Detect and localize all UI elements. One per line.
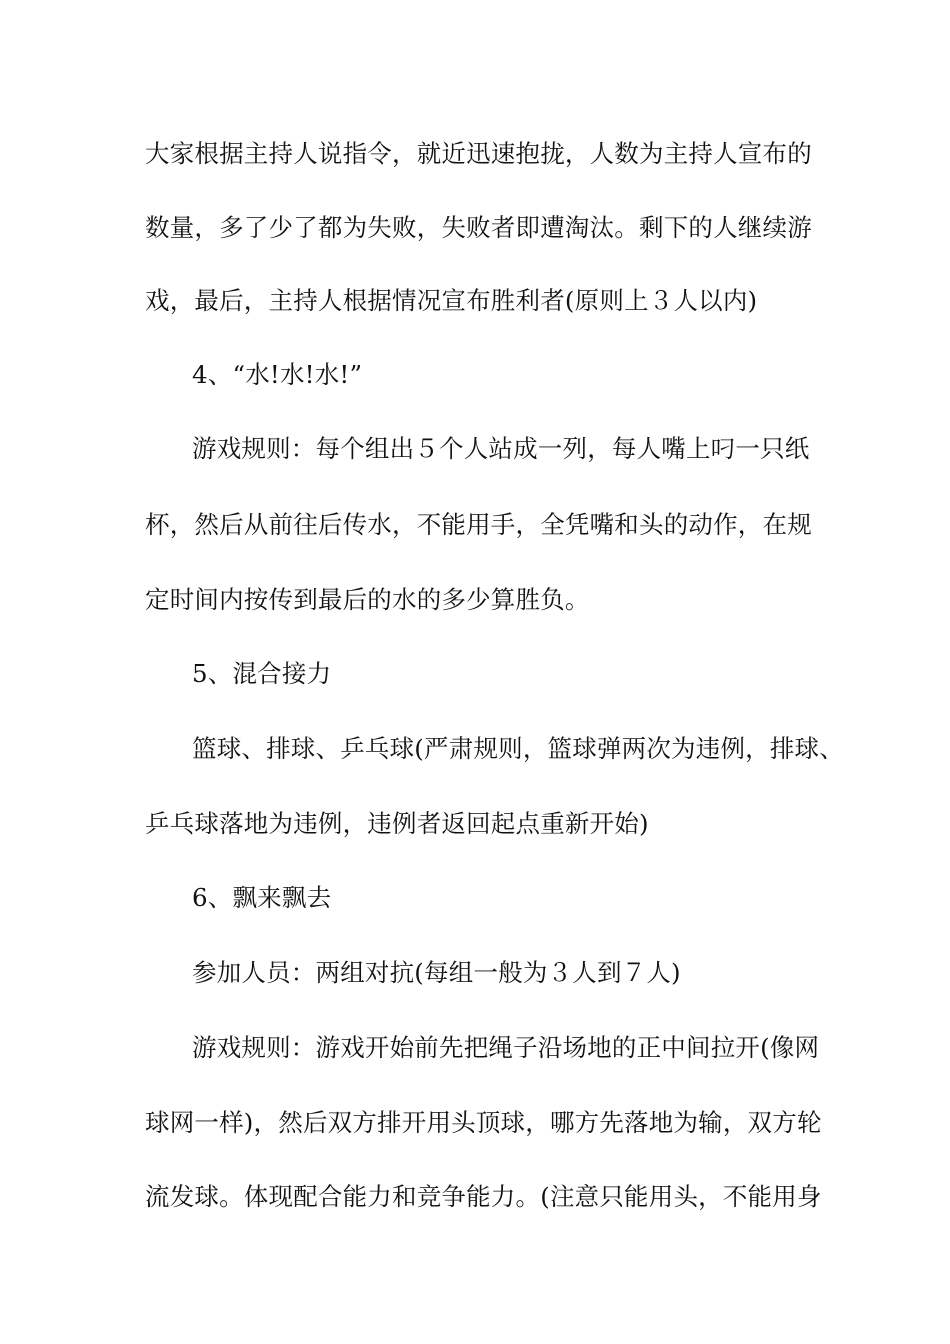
paragraph-line: 杯，然后从前往后传水，不能用手，全凭嘴和头的动作，在规: [145, 510, 812, 539]
section-heading: 6、飘来飘去: [192, 883, 332, 912]
paragraph-line: 游戏规则：游戏开始前先把绳子沿场地的正中间拉开(像网: [192, 1033, 820, 1062]
paragraph-line: 篮球、排球、乒乓球(严肃规则，篮球弹两次为违例，排球、: [192, 734, 844, 763]
paragraph-line: 定时间内按传到最后的水的多少算胜负。: [145, 585, 590, 614]
section-heading: 4、“水!水!水!”: [192, 360, 363, 389]
paragraph-line: 参加人员：两组对抗(每组一般为３人到７人): [192, 958, 681, 987]
paragraph-line: 游戏规则：每个组出５个人站成一列，每人嘴上叼一只纸: [192, 434, 810, 463]
paragraph-line: 大家根据主持人说指令，就近迅速抱拢，人数为主持人宣布的: [145, 139, 812, 168]
paragraph-line: 戏，最后，主持人根据情况宣布胜利者(原则上３人以内): [145, 286, 758, 315]
paragraph-line: 数量，多了少了都为失败，失败者即遭淘汰。剩下的人继续游: [145, 213, 812, 242]
paragraph-line: 乒乓球落地为违例，违例者返回起点重新开始): [145, 809, 649, 838]
section-heading: 5、混合接力: [192, 659, 332, 688]
paragraph-line: 球网一样)，然后双方排开用头顶球，哪方先落地为输，双方轮: [145, 1108, 822, 1137]
paragraph-line: 流发球。体现配合能力和竞争能力。(注意只能用头，不能用身: [145, 1182, 822, 1211]
